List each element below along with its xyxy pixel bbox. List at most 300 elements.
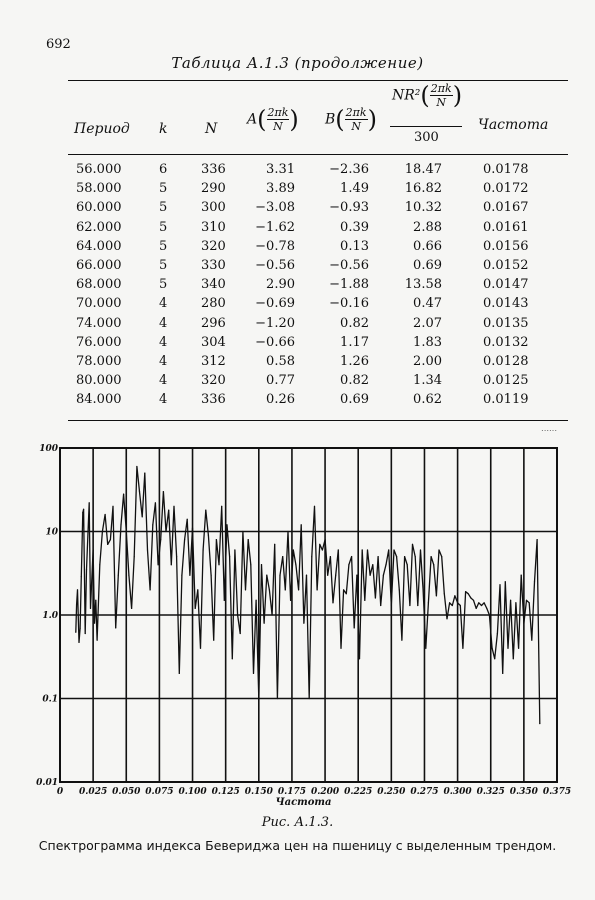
data-point <box>189 575 190 576</box>
table-caption: Таблица А.1.3 (продолжение) <box>171 54 424 72</box>
data-point <box>332 602 333 603</box>
data-point <box>152 524 153 525</box>
cell-freq: 0.0132 <box>483 334 529 350</box>
data-point <box>242 531 243 532</box>
data-point <box>452 605 453 606</box>
data-point <box>83 509 84 510</box>
cell-b: 1.49 <box>340 181 369 197</box>
data-point <box>75 632 76 633</box>
x-tick-label: 0.200 <box>310 787 340 797</box>
data-point <box>407 564 408 565</box>
data-point <box>192 527 193 528</box>
data-point <box>309 698 310 699</box>
data-point <box>385 564 386 565</box>
data-point <box>537 539 538 540</box>
cell-k: 5 <box>159 181 168 197</box>
data-point <box>163 491 164 492</box>
data-point <box>346 593 347 594</box>
data-point <box>521 575 522 576</box>
cell-period: 64.000 <box>76 238 122 254</box>
header-b-frac-num: 2πk <box>345 106 367 119</box>
data-point <box>388 549 389 550</box>
data-point <box>348 564 349 565</box>
data-point <box>240 633 241 634</box>
data-point <box>431 556 432 557</box>
data-point <box>401 640 402 641</box>
cell-k: 6 <box>159 162 168 177</box>
data-point <box>211 575 212 576</box>
data-point <box>494 658 495 659</box>
cell-k: 4 <box>159 315 168 331</box>
header-period: Период <box>74 121 130 137</box>
cell-k: 5 <box>159 258 168 273</box>
data-point <box>436 595 437 596</box>
cell-period: 68.000 <box>76 277 122 293</box>
cell-nr: 0.47 <box>413 296 442 312</box>
cell-nr: 13.58 <box>404 277 442 293</box>
data-point <box>470 597 471 598</box>
cell-period: 78.000 <box>76 354 122 369</box>
data-point <box>221 506 222 507</box>
x-tick-label: 0.300 <box>443 787 472 797</box>
data-point <box>354 627 355 628</box>
cell-n: 296 <box>201 315 226 331</box>
y-tick-label: 0.01 <box>36 778 58 788</box>
table-row <box>0 181 595 200</box>
data-point <box>160 539 161 540</box>
cell-period: 76.000 <box>76 334 122 350</box>
data-point <box>229 556 230 557</box>
cell-a: −0.69 <box>255 296 295 312</box>
header-nr-bar <box>390 126 462 127</box>
data-point <box>518 648 519 649</box>
data-point <box>473 600 474 601</box>
data-point <box>515 602 516 603</box>
data-point <box>454 595 455 596</box>
x-tick-label: 0 <box>56 787 64 797</box>
header-a-letter: A <box>247 111 258 128</box>
data-point <box>250 564 251 565</box>
data-point <box>126 531 127 532</box>
data-point <box>90 608 91 609</box>
data-point <box>94 623 95 624</box>
data-point <box>293 549 294 550</box>
cell-n: 330 <box>201 258 226 273</box>
data-point <box>327 575 328 576</box>
data-point <box>409 605 410 606</box>
cell-k: 5 <box>159 277 168 293</box>
figure-description: Спектрограмма индекса Бевериджа цен на пшеницу с выделенным трендом. <box>38 838 557 853</box>
header-b-frac-den: N <box>351 120 361 133</box>
cell-n: 310 <box>201 219 226 235</box>
page-number: 692 <box>46 37 71 52</box>
data-point <box>547 430 548 431</box>
x-axis-label: Частота <box>275 797 332 808</box>
cell-b: 0.82 <box>340 315 369 331</box>
cell-k: 5 <box>159 238 168 254</box>
cell-n: 340 <box>201 277 226 293</box>
cell-freq: 0.0125 <box>483 373 529 389</box>
cell-k: 4 <box>159 392 168 408</box>
x-tick-label: 0.275 <box>410 787 439 797</box>
cell-a: 0.77 <box>266 373 295 389</box>
data-point <box>224 600 225 601</box>
data-point <box>460 605 461 606</box>
data-point <box>203 549 204 550</box>
x-tick-label: 0.125 <box>211 787 240 797</box>
data-point <box>391 605 392 606</box>
data-point <box>489 614 490 615</box>
cell-nr: 2.00 <box>413 354 442 369</box>
data-point <box>184 539 185 540</box>
cell-a: −0.66 <box>255 334 295 350</box>
data-point <box>303 623 304 624</box>
data-point <box>481 605 482 606</box>
cell-b: −0.56 <box>329 258 369 273</box>
data-point <box>552 430 553 431</box>
data-point <box>311 556 312 557</box>
header-a-frac-den: N <box>273 120 283 133</box>
data-point <box>86 569 87 570</box>
cell-n: 304 <box>201 334 226 350</box>
x-tick-label: 0.050 <box>112 787 141 797</box>
cell-nr: 18.47 <box>404 162 442 177</box>
cell-freq: 0.0152 <box>483 258 529 273</box>
data-point <box>375 597 376 598</box>
table-bottom-rule <box>68 420 568 421</box>
cell-period: 60.000 <box>76 200 122 216</box>
data-point <box>428 602 429 603</box>
cell-freq: 0.0143 <box>483 296 529 312</box>
table-row <box>0 373 595 392</box>
data-point <box>237 614 238 615</box>
data-point <box>338 549 339 550</box>
data-point <box>115 627 116 628</box>
data-point <box>505 581 506 582</box>
data-point <box>372 564 373 565</box>
figure-caption: Рис. А.1.3. <box>261 815 334 830</box>
cell-b: 1.17 <box>340 334 369 350</box>
cell-freq: 0.0135 <box>483 315 529 331</box>
spectrogram-chart <box>0 430 595 815</box>
data-point <box>131 608 132 609</box>
cell-k: 5 <box>159 219 168 235</box>
x-tick-label: 0.175 <box>277 787 307 797</box>
data-point <box>264 623 265 624</box>
cell-nr: 10.32 <box>404 200 442 216</box>
header-freq: Частота <box>478 117 549 133</box>
data-point <box>258 698 259 699</box>
data-point <box>176 556 177 557</box>
data-point <box>253 673 254 674</box>
data-point <box>325 539 326 540</box>
data-point <box>396 556 397 557</box>
data-point <box>502 673 503 674</box>
x-tick-label: 0.075 <box>145 787 174 797</box>
data-point <box>200 648 201 649</box>
data-point <box>266 575 267 576</box>
table-row <box>0 316 595 335</box>
data-point <box>168 510 169 511</box>
data-point <box>181 575 182 576</box>
data-point <box>545 430 546 431</box>
y-tick-label: 0.1 <box>42 694 58 705</box>
data-point <box>272 614 273 615</box>
data-point <box>542 430 543 431</box>
data-point <box>399 589 400 590</box>
cell-n: 312 <box>201 354 226 369</box>
cell-b: 0.13 <box>340 238 369 254</box>
cell-k: 4 <box>159 296 168 312</box>
table-row <box>0 392 595 411</box>
cell-a: −0.78 <box>255 238 295 254</box>
cell-b: 0.82 <box>340 373 369 389</box>
header-n: N <box>205 121 218 137</box>
cell-k: 4 <box>159 373 168 389</box>
y-tick-label: 100 <box>39 444 58 454</box>
table-row <box>0 162 595 181</box>
x-tick-label: 0.350 <box>509 787 538 797</box>
data-point <box>197 589 198 590</box>
cell-a: 3.31 <box>266 162 295 177</box>
data-point <box>462 648 463 649</box>
data-point <box>261 564 262 565</box>
data-point <box>158 564 159 565</box>
cell-nr: 0.62 <box>413 392 442 408</box>
data-point <box>513 658 514 659</box>
data-point <box>195 608 196 609</box>
cell-period: 84.000 <box>76 392 122 408</box>
data-point <box>457 602 458 603</box>
header-a: A( $\frac{2\pi k}{N}$ ) <box>247 105 299 134</box>
data-point <box>306 575 307 576</box>
data-point <box>171 564 172 565</box>
data-point <box>290 600 291 601</box>
data-point <box>555 430 556 431</box>
data-point <box>465 591 466 592</box>
data-point <box>476 608 477 609</box>
x-tick-label: 0.225 <box>344 787 373 797</box>
data-point <box>351 556 352 557</box>
table-row <box>0 335 595 354</box>
cell-freq: 0.0119 <box>483 392 529 408</box>
cell-b: 0.39 <box>340 219 369 235</box>
data-point <box>534 581 535 582</box>
data-point <box>134 556 135 557</box>
data-point <box>82 512 83 513</box>
cell-period: 70.000 <box>76 296 122 312</box>
data-point <box>123 494 124 495</box>
header-a-frac-num: 2πk <box>267 106 289 119</box>
data-point <box>499 584 500 585</box>
cell-n: 320 <box>201 373 226 389</box>
data-point <box>484 602 485 603</box>
data-point <box>282 556 283 557</box>
cell-a: −1.20 <box>255 315 295 331</box>
data-point <box>380 605 381 606</box>
data-point <box>213 640 214 641</box>
header-nr-frac-num: 2πk <box>430 82 452 95</box>
data-point <box>144 473 145 474</box>
data-point <box>420 549 421 550</box>
data-point <box>155 502 156 503</box>
data-point <box>216 539 217 540</box>
data-point <box>205 510 206 511</box>
data-point <box>285 589 286 590</box>
cell-a: −1.62 <box>255 219 295 235</box>
data-point <box>102 531 103 532</box>
cell-k: 4 <box>159 334 168 350</box>
data-point <box>208 535 209 536</box>
cell-b: −2.36 <box>329 162 369 177</box>
cell-a: −3.08 <box>255 200 295 216</box>
data-point <box>97 640 98 641</box>
data-point <box>507 648 508 649</box>
cell-b: 0.69 <box>340 392 369 408</box>
data-point <box>187 519 188 520</box>
cell-a: 0.26 <box>266 392 295 408</box>
data-point <box>317 589 318 590</box>
data-point <box>245 589 246 590</box>
data-point <box>417 605 418 606</box>
cell-b: 1.26 <box>340 354 369 369</box>
x-tick-label: 0.150 <box>244 787 273 797</box>
cell-period: 66.000 <box>76 258 122 273</box>
data-point <box>531 640 532 641</box>
data-point <box>274 544 275 545</box>
data-point <box>523 623 524 624</box>
data-point <box>269 589 270 590</box>
cell-n: 320 <box>201 238 226 254</box>
cell-nr: 2.88 <box>413 219 442 235</box>
cell-freq: 0.0156 <box>483 238 529 254</box>
cell-a: −0.56 <box>255 258 295 273</box>
cell-nr: 2.07 <box>413 315 442 331</box>
data-point <box>81 576 82 577</box>
table-header-rule <box>68 154 568 155</box>
header-nr-den: 300 <box>414 130 439 145</box>
data-point <box>335 575 336 576</box>
cell-nr: 0.69 <box>413 258 442 273</box>
data-point <box>298 589 299 590</box>
table-top-rule <box>68 80 568 81</box>
data-point <box>279 575 280 576</box>
cell-freq: 0.0178 <box>483 162 529 177</box>
data-point <box>277 698 278 699</box>
cell-b: −0.93 <box>329 200 369 216</box>
data-point <box>234 549 235 550</box>
table-row <box>0 354 595 373</box>
data-point <box>510 600 511 601</box>
data-point <box>118 575 119 576</box>
cell-nr: 1.34 <box>413 373 442 389</box>
data-point <box>393 549 394 550</box>
data-point <box>107 544 108 545</box>
data-point <box>110 539 111 540</box>
data-point <box>526 600 527 601</box>
data-point <box>367 549 368 550</box>
data-point <box>142 516 143 517</box>
data-point <box>93 549 94 550</box>
data-point <box>85 633 86 634</box>
data-point <box>301 524 302 525</box>
table-row <box>0 200 595 219</box>
cell-nr: 16.82 <box>404 181 442 197</box>
data-point <box>78 642 79 643</box>
data-point <box>330 556 331 557</box>
cell-period: 74.000 <box>76 315 122 331</box>
cell-b: −0.16 <box>329 296 369 312</box>
cell-period: 62.000 <box>76 219 122 235</box>
data-point <box>468 593 469 594</box>
data-point <box>147 549 148 550</box>
data-point <box>256 600 257 601</box>
table-row <box>0 277 595 296</box>
cell-freq: 0.0172 <box>483 181 529 197</box>
y-tick-label: 10 <box>45 527 58 538</box>
cell-k: 5 <box>159 200 168 216</box>
x-tick-label: 0.025 <box>79 787 108 797</box>
data-point <box>378 556 379 557</box>
data-point <box>449 602 450 603</box>
x-tick-label: 0.325 <box>476 787 505 797</box>
header-nr-frac-den: N <box>436 96 447 109</box>
data-point <box>415 556 416 557</box>
data-point <box>433 564 434 565</box>
data-point <box>486 608 487 609</box>
cell-period: 80.000 <box>76 373 122 389</box>
header-b: B( $\frac{2\pi k}{N}$ ) <box>325 105 377 134</box>
cell-nr: 0.66 <box>413 238 442 254</box>
data-point <box>438 549 439 550</box>
cell-freq: 0.0161 <box>483 219 529 235</box>
data-point <box>173 506 174 507</box>
header-k: k <box>159 121 168 137</box>
data-point <box>248 539 249 540</box>
cell-n: 336 <box>201 162 226 177</box>
cell-a: 0.58 <box>266 354 295 369</box>
data-point <box>99 564 100 565</box>
data-point <box>165 531 166 532</box>
data-point <box>112 506 113 507</box>
cell-b: −1.88 <box>329 277 369 293</box>
data-point <box>412 544 413 545</box>
data-point <box>232 658 233 659</box>
y-tick-label: 1.0 <box>42 611 58 621</box>
data-point <box>423 589 424 590</box>
data-point <box>128 575 129 576</box>
cell-nr: 1.83 <box>413 334 442 350</box>
data-point <box>550 430 551 431</box>
cell-n: 336 <box>201 392 226 408</box>
data-point <box>179 673 180 674</box>
cell-n: 290 <box>201 181 226 197</box>
data-point <box>77 589 78 590</box>
data-point <box>529 602 530 603</box>
header-nr-label: NR² <box>392 87 421 104</box>
data-point <box>295 564 296 565</box>
data-point <box>80 628 81 629</box>
table-row <box>0 258 595 277</box>
data-point <box>343 589 344 590</box>
data-point <box>136 466 137 467</box>
data-point <box>226 524 227 525</box>
data-point <box>539 723 540 724</box>
data-point <box>150 589 151 590</box>
cell-n: 280 <box>201 296 226 312</box>
table-row <box>0 296 595 315</box>
data-point <box>105 514 106 515</box>
